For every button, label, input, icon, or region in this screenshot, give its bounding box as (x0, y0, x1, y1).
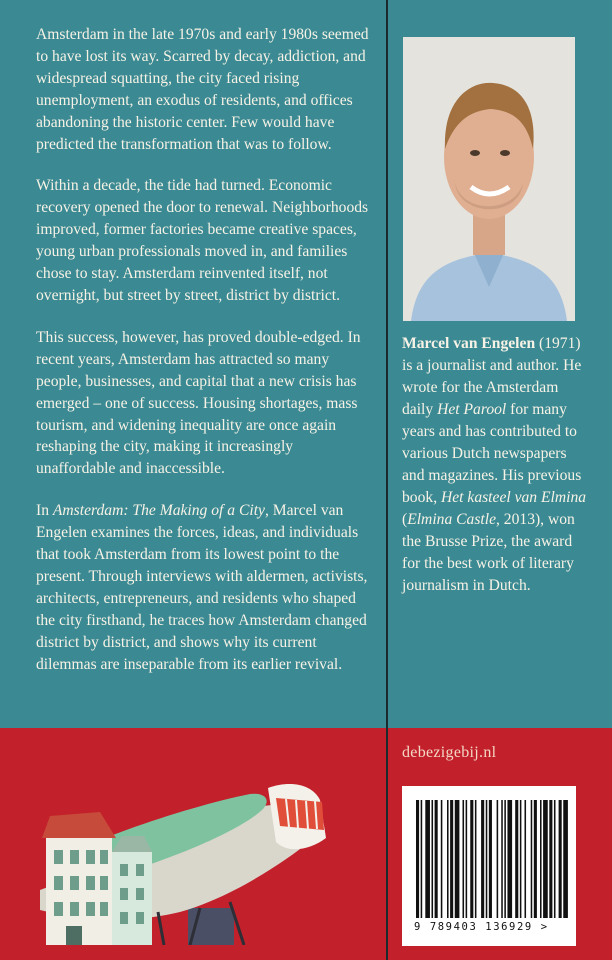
barcode-bar (475, 800, 477, 918)
bio-text: ( (402, 511, 408, 528)
barcode-bar (481, 800, 484, 918)
barcode-bar (543, 800, 548, 918)
barcode-bar (463, 800, 465, 918)
barcode-bar (455, 800, 460, 918)
vertical-divider (386, 0, 388, 960)
barcode-bar (554, 800, 556, 918)
author-name: Marcel van Engelen (402, 335, 536, 352)
previous-book-title: Het kasteel van Elmina (440, 489, 587, 506)
blurb-paragraph-4 (36, 500, 374, 675)
author-bio (402, 333, 588, 597)
barcode-bar (435, 800, 438, 918)
building-illustration (40, 780, 340, 945)
barcode-bar (432, 800, 434, 918)
author-photo (403, 37, 575, 321)
barcode-bar (549, 800, 552, 918)
barcode-bar (450, 800, 453, 918)
barcode-bar (416, 800, 419, 918)
isbn-digits: 9 789403 136929 > (414, 921, 549, 933)
barcode-bar (486, 800, 488, 918)
barcode-bar (515, 800, 518, 918)
blurb-paragraph-3: This success, however, has proved double-edged. In recent years, Amsterdam has attracted so many people, businesses, and capital that a new crisis has emerged – one of success. Housing shortages, mass tourism, and widening inequality are once again reshaping the city, making it increasingly unaffordable and inaccessible. (36, 328, 361, 478)
barcode-bar (504, 800, 506, 918)
bio-text: for many years and has contributed to various Dutch newspapers and magazines. His previous book, (402, 401, 582, 506)
barcode-bar (501, 800, 503, 918)
barcode-bar (421, 800, 423, 918)
barcode-bar (525, 800, 527, 918)
barcode-bar (497, 800, 499, 918)
barcode-bar (425, 800, 430, 918)
book-title: Amsterdam: The Making of a City (52, 502, 265, 520)
barcode-bar (534, 800, 537, 918)
barcode-bar (466, 800, 468, 918)
barcode-bar (531, 800, 533, 918)
barcode-bar (520, 800, 522, 918)
bio-text: , 2013), won the Brusse Prize, the award for the best work of literary journalism in Dutch. (402, 511, 575, 594)
barcode-bar (540, 800, 542, 918)
p4-lead: In (36, 502, 53, 520)
blurb (36, 24, 374, 675)
barcode (402, 786, 576, 946)
bio-text: (1971) is a journalist and author. He wrote for the Amsterdam daily (402, 335, 582, 418)
previous-book-english-title: Elmina Castle (407, 511, 496, 528)
newspaper-name: Het Parool (437, 401, 507, 418)
blurb-paragraph-2: Within a decade, the tide had turned. Economic recovery opened the door to renewal. Neighborhoods improved, former factories became creative spaces, young urban professionals moved in, and families chose to stay. Amsterdam reinvented itself, not overnight, but street by street, district by district. (36, 177, 369, 304)
barcode-bar (563, 800, 568, 918)
publisher-url[interactable]: debezigebij.nl (402, 744, 497, 761)
barcode-bar (559, 800, 562, 918)
barcode-bar (447, 800, 449, 918)
p4-rest: , Marcel van Engelen examines the forces, ideas, and individuals that took Amsterdam from its lowest point to the present. Through interviews with aldermen, activists, architects, entrepreneurs, and residents who shaped the city firsthand, he traces how Amsterdam changed district by district, and shows why its current dilemmas are inseparable from its earlier revival. (36, 502, 368, 673)
barcode-bar (489, 800, 492, 918)
blurb-paragraph-1: Amsterdam in the late 1970s and early 1980s seemed to have lost its way. Scarred by decay, addiction, and widespread squatting, the city faced rising unemployment, an exodus of residents, and offices abandoning the historic center. Few would have predicted the transformation that was to follow. (36, 26, 369, 153)
barcode-bar (441, 800, 443, 918)
barcode-bar (507, 800, 512, 918)
barcode-bar (470, 800, 473, 918)
